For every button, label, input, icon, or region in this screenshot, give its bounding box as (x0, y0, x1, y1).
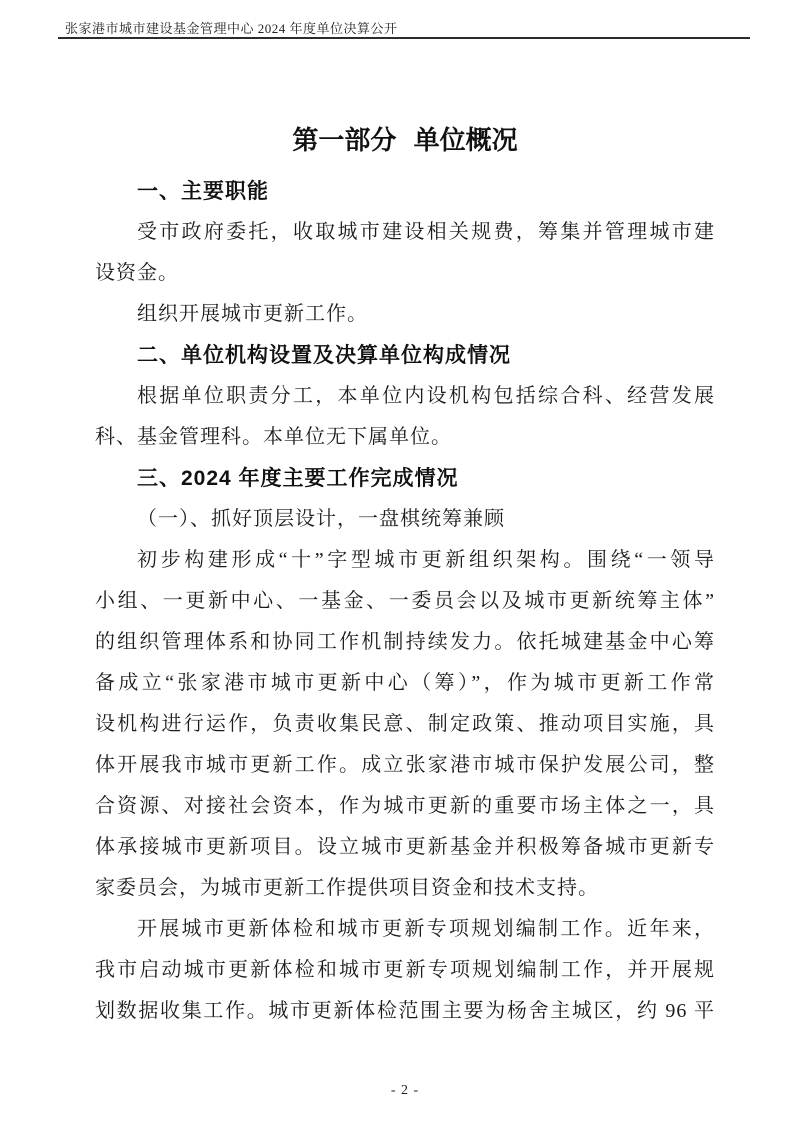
text-line: 合资源、对接社会资本，作为城市更新的重要市场主体之一，具 (95, 795, 715, 817)
text-line: 根据单位职责分工，本单位内设机构包括综合科、经营发展 (137, 385, 715, 407)
text-line: 科、基金管理科。本单位无下属单位。 (95, 426, 452, 448)
text-line: 组织开展城市更新工作。 (137, 303, 368, 325)
running-header: 张家港市城市建设基金管理中心 2024 年度单位决算公开 (65, 21, 398, 36)
section-heading: 二、单位机构设置及决算单位构成情况 (137, 344, 511, 367)
part-title: 第一部分 单位概况 (292, 125, 518, 155)
text-line: 划数据收集工作。城市更新体检范围主要为杨舍主城区，约 96 平 (95, 1000, 715, 1022)
text-line: 受市政府委托，收取城市建设相关规费，筹集并管理城市建 (137, 221, 715, 243)
text-line: 小组、一更新中心、一基金、一委员会以及城市更新统筹主体” (95, 590, 715, 612)
body-text (95, 171, 715, 1032)
section-heading: 一、主要职能 (137, 180, 269, 203)
text-line: 我市启动城市更新体检和城市更新专项规划编制工作，并开展规 (95, 959, 715, 981)
text-line: 家委员会，为城市更新工作提供项目资金和技术支持。 (95, 877, 599, 899)
text-line: 设机构进行运作，负责收集民意、制定政策、推动项目实施，具 (95, 713, 715, 735)
document-content (95, 0, 715, 1032)
page-number: - 2 - (390, 1083, 420, 1098)
text-line: 体开展我市城市更新工作。成立张家港市城市保护发展公司，整 (95, 754, 715, 776)
text-line: 体承接城市更新项目。设立城市更新基金并积极筹备城市更新专 (95, 836, 715, 858)
text-line: 初步构建形成“十”字型城市更新组织架构。围绕“一领导 (137, 549, 715, 571)
text-line: 备成立“张家港市城市更新中心（筹）”，作为城市更新工作常 (95, 672, 715, 694)
text-line: 的组织管理体系和协同工作机制持续发力。依托城建基金中心筹 (95, 631, 715, 653)
text-line: 开展城市更新体检和城市更新专项规划编制工作。近年来， (137, 918, 715, 940)
text-line: 设资金。 (95, 262, 179, 284)
section-heading: 三、2024 年度主要工作完成情况 (137, 467, 459, 490)
sub-heading: （一）、抓好顶层设计，一盘棋统筹兼顾 (137, 508, 505, 530)
